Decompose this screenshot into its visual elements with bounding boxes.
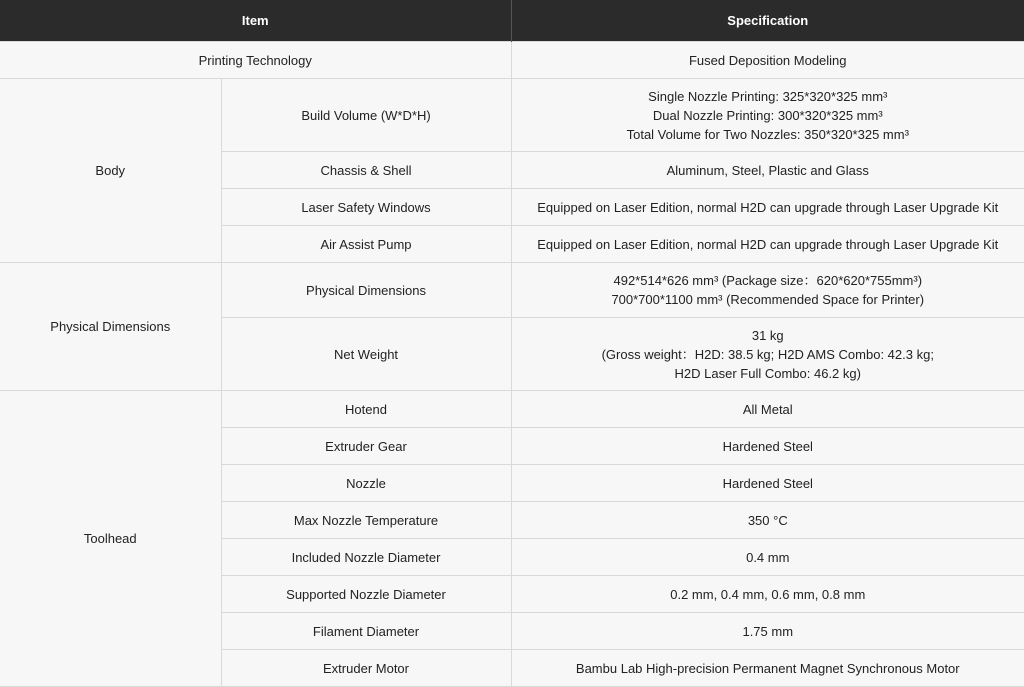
row-label: Hotend: [221, 391, 511, 428]
row-label: Air Assist Pump: [221, 226, 511, 263]
value-line: Dual Nozzle Printing: 300*320*325 mm³: [652, 107, 883, 123]
row-value: Bambu Lab High-precision Permanent Magnet Synchronous Motor: [511, 650, 1024, 687]
table-row: [0, 391, 1024, 428]
row-value: Hardened Steel: [511, 465, 1024, 502]
row-value: [511, 263, 1024, 318]
group-label: Toolhead: [0, 391, 221, 687]
row-label: Printing Technology: [0, 42, 511, 79]
group-label: Body: [0, 79, 221, 263]
value-line: 700*700*1100 mm³ (Recommended Space for Printer): [611, 292, 925, 307]
row-label: Extruder Motor: [221, 650, 511, 687]
row-label: Laser Safety Windows: [221, 189, 511, 226]
row-label: Supported Nozzle Diameter: [221, 576, 511, 613]
row-label: Filament Diameter: [221, 613, 511, 650]
row-value: All Metal: [511, 391, 1024, 428]
header-item: Item: [0, 0, 511, 42]
value-line: (Gross weight：H2D: 38.5 kg; H2D AMS Combo: 42.3 kg;: [601, 346, 934, 362]
row-label: Extruder Gear: [221, 428, 511, 465]
value-line: H2D Laser Full Combo: 46.2 kg): [674, 365, 861, 381]
row-label: Included Nozzle Diameter: [221, 539, 511, 576]
row-value: Equipped on Laser Edition, normal H2D can upgrade through Laser Upgrade Kit: [511, 226, 1024, 263]
row-value: 0.2 mm, 0.4 mm, 0.6 mm, 0.8 mm: [511, 576, 1024, 613]
table-row: [0, 79, 1024, 152]
row-value: [511, 318, 1024, 391]
row-label: Nozzle: [221, 465, 511, 502]
table-row: [0, 263, 1024, 318]
value-line: 31 kg: [751, 327, 784, 343]
row-label: Chassis & Shell: [221, 152, 511, 189]
row-label: Build Volume (W*D*H): [221, 79, 511, 152]
row-value: Fused Deposition Modeling: [511, 42, 1024, 79]
row-label: Physical Dimensions: [221, 263, 511, 318]
row-value: [511, 79, 1024, 152]
value-line: Single Nozzle Printing: 325*320*325 mm³: [648, 88, 888, 104]
row-value: Aluminum, Steel, Plastic and Glass: [511, 152, 1024, 189]
row-label: Max Nozzle Temperature: [221, 502, 511, 539]
header-row: [0, 0, 1024, 42]
row-value: 350 °C: [511, 502, 1024, 539]
row-value: Equipped on Laser Edition, normal H2D can upgrade through Laser Upgrade Kit: [511, 189, 1024, 226]
table-row: [0, 42, 1024, 79]
value-line: Total Volume for Two Nozzles: 350*320*325 mm³: [626, 126, 909, 142]
header-specification: Specification: [511, 0, 1024, 42]
group-label: Physical Dimensions: [0, 263, 221, 391]
row-value: 1.75 mm: [511, 613, 1024, 650]
value-line: 492*514*626 mm³ (Package size：620*620*755mm³): [613, 273, 923, 288]
row-value: Hardened Steel: [511, 428, 1024, 465]
row-label: Net Weight: [221, 318, 511, 391]
row-value: 0.4 mm: [511, 539, 1024, 576]
